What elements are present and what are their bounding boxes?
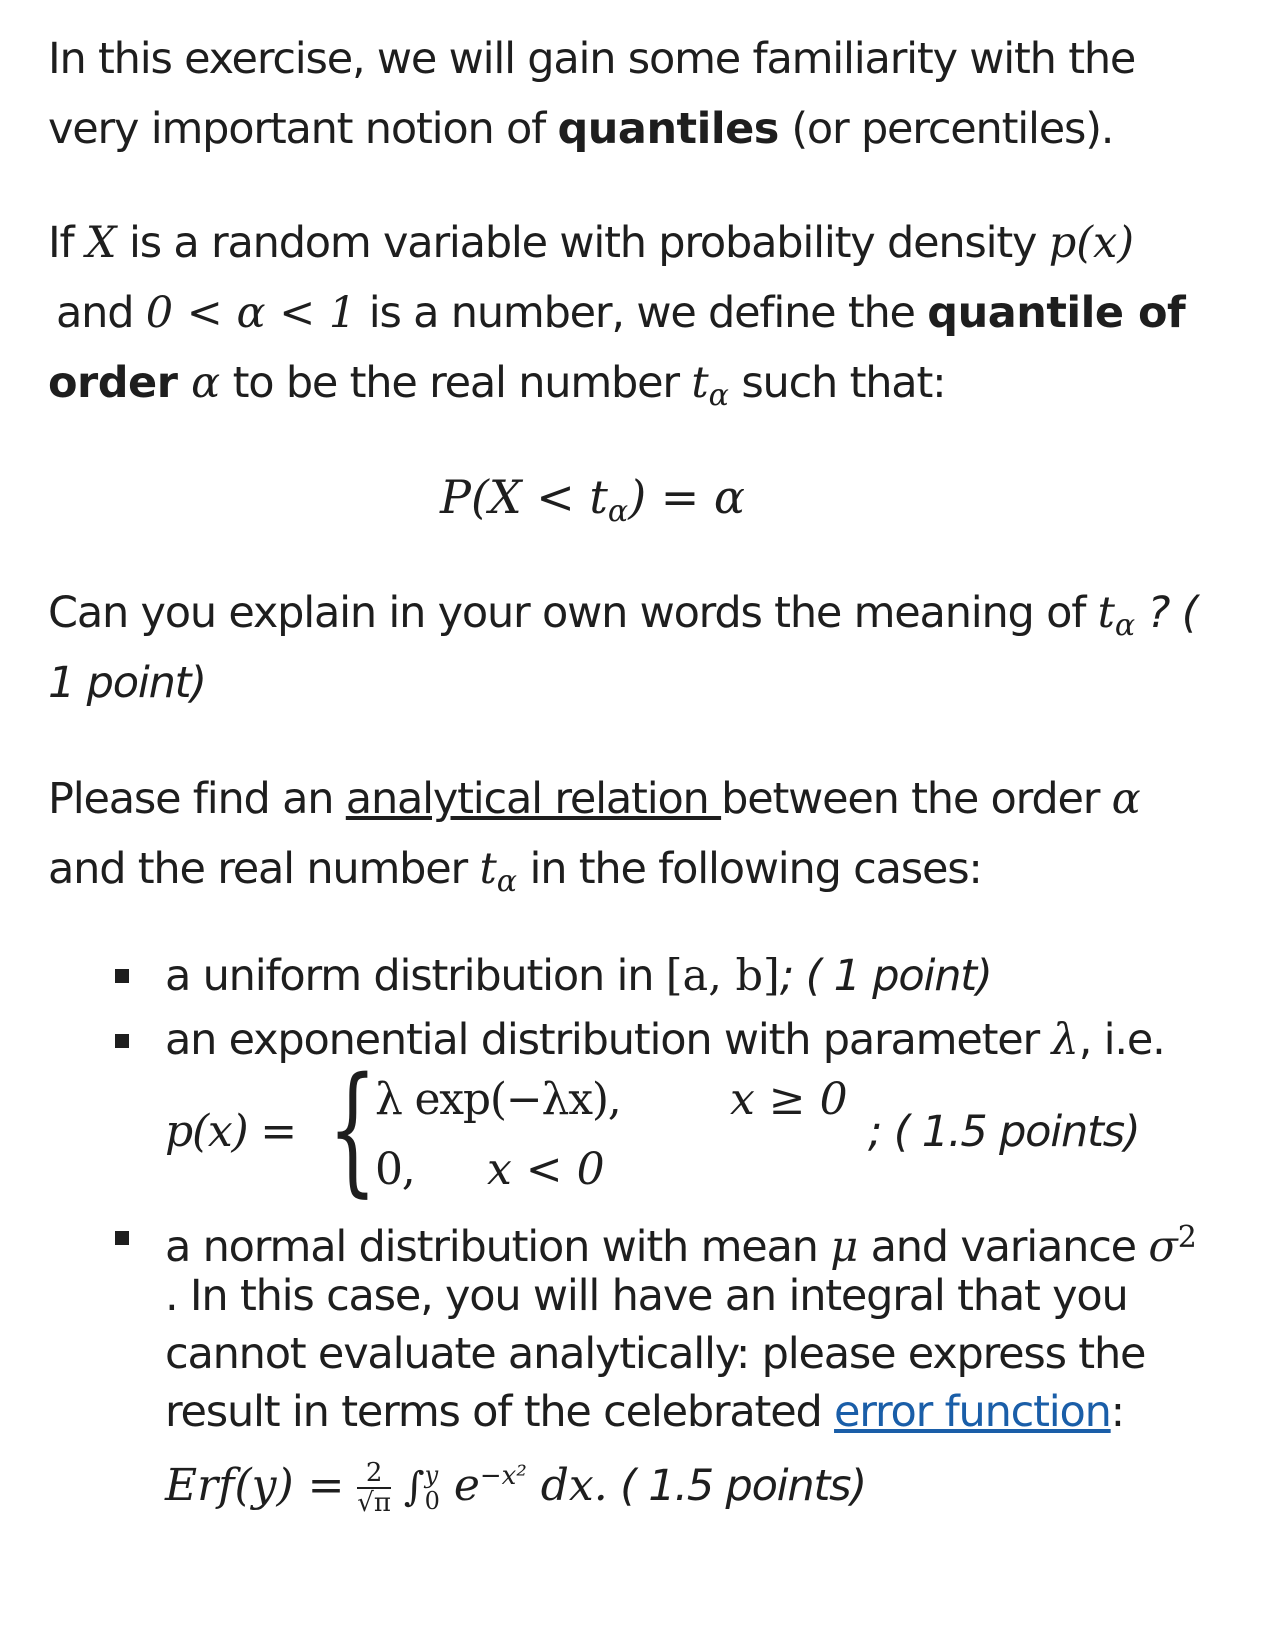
integral-limits: [425, 1462, 440, 1514]
fraction-denominator: √π: [357, 1488, 391, 1518]
alpha-subscript: α: [708, 378, 729, 413]
case-text: , i.e.: [1078, 1015, 1165, 1065]
variable-x: X: [85, 218, 117, 268]
exp-base: e: [439, 1460, 480, 1511]
erf-label: Erf(y) =: [165, 1460, 345, 1511]
piecewise-row-1: [375, 1070, 848, 1130]
task-text: between the order: [721, 774, 1112, 824]
case-exponential: [165, 1010, 1165, 1070]
density-label: p(x) =: [165, 1106, 296, 1157]
t-symbol: t: [691, 358, 709, 408]
case-normal-line-3: [165, 1324, 1145, 1384]
task-line-1: [48, 764, 1141, 834]
quantile-equation: [440, 462, 745, 547]
question-text: ? (: [1135, 588, 1198, 638]
alpha-symbol: α: [177, 358, 221, 408]
case-text: . In this case, you will have an integral that you: [165, 1271, 1128, 1321]
task-text: in the following cases:: [517, 844, 982, 894]
piecewise-expression: 0,: [375, 1144, 415, 1195]
task-line-2: [48, 834, 982, 917]
integral-lower-limit: 0: [424, 1487, 440, 1515]
alpha-subscript: α: [496, 864, 517, 899]
points-label: ( 1.5 points): [607, 1461, 866, 1511]
equation-subscript: α: [607, 494, 629, 529]
equation-rhs: ) = α: [628, 470, 745, 524]
question-line-1: [48, 578, 1197, 661]
alpha-range: 0 < α < 1: [145, 288, 357, 338]
points-label: ( 1.5 points): [893, 1107, 1140, 1157]
question-line-2: [48, 648, 206, 718]
task-text: Please find an: [48, 774, 346, 824]
piecewise-expression: λ exp(−λx),: [375, 1074, 621, 1125]
def-text: such that:: [728, 358, 946, 408]
error-function-link[interactable]: error function: [834, 1387, 1111, 1437]
case-text: and variance: [858, 1222, 1149, 1272]
exponent: 2: [1177, 1220, 1197, 1255]
def-text: to be the real number: [220, 358, 692, 408]
t-symbol: t: [1097, 588, 1115, 638]
def-text: is a number, we define the: [356, 288, 928, 338]
question-text: Can you explain in your own words the meaning of: [48, 588, 1098, 638]
analytical-relation-text: analytical relation: [345, 774, 722, 824]
separator: ;: [779, 951, 806, 1001]
order-term: order: [48, 358, 178, 408]
intro-text: very important notion of: [48, 104, 558, 154]
lambda-symbol: λ: [1051, 1015, 1079, 1065]
intro-line-2: [48, 94, 1113, 164]
case-text: an exponential distribution with parameter: [165, 1015, 1052, 1065]
def-text: and: [56, 288, 146, 338]
differential: dx.: [526, 1460, 608, 1511]
integral-sign: ∫: [403, 1464, 425, 1510]
points-label: ( 1 point): [805, 951, 992, 1001]
definition-line-2: [56, 278, 1185, 348]
quantile-term: quantile of: [927, 288, 1186, 338]
exp-exponent: −x²: [479, 1461, 527, 1491]
mu-symbol: μ: [830, 1222, 859, 1272]
piecewise-row-2: [375, 1140, 605, 1200]
task-text: and the real number: [48, 844, 480, 894]
intro-text: (or percentiles).: [778, 104, 1114, 154]
list-bullet: [115, 1034, 129, 1048]
exponential-px: [165, 1102, 296, 1162]
integral-upper-limit: y: [424, 1461, 439, 1489]
definition-line-3: [48, 348, 945, 431]
exponential-points: [868, 1102, 1140, 1162]
sigma-symbol: σ: [1148, 1222, 1178, 1272]
piecewise-condition: x ≥ 0: [730, 1074, 848, 1125]
intro-line-1: [48, 24, 1135, 94]
interval-ab: [a, b]: [665, 951, 780, 1001]
def-text: If: [48, 218, 86, 268]
alpha-symbol: α: [1111, 774, 1141, 824]
fraction-numerator: 2: [357, 1459, 391, 1489]
density-px: p(x): [1048, 218, 1135, 268]
case-normal-line-4: [165, 1382, 1124, 1442]
alpha-subscript: α: [1114, 608, 1136, 643]
fraction: [357, 1459, 391, 1517]
points-label: 1 point): [48, 658, 206, 708]
case-text: result in terms of the celebrated: [165, 1387, 835, 1437]
piecewise-brace: {: [328, 1048, 377, 1211]
case-text: a uniform distribution in: [165, 951, 666, 1001]
definition-line-1: [48, 208, 1134, 278]
separator: ;: [868, 1107, 894, 1157]
equation-lhs: P(X < t: [440, 470, 608, 524]
quantiles-term: quantiles: [557, 104, 779, 154]
erf-formula: [165, 1446, 866, 1517]
case-uniform: [165, 946, 992, 1006]
t-symbol: t: [479, 844, 497, 894]
list-bullet: [115, 1231, 129, 1245]
case-normal-line-2: [165, 1266, 1128, 1326]
piecewise-condition: x < 0: [487, 1144, 605, 1195]
case-text: :: [1110, 1387, 1124, 1437]
intro-text: In this exercise, we will gain some familiarity with the: [48, 34, 1136, 84]
list-bullet: [115, 969, 129, 983]
case-text: a normal distribution with mean: [165, 1222, 831, 1272]
def-text: is a random variable with probability density: [116, 218, 1049, 268]
case-text: cannot evaluate analytically: please express the: [165, 1329, 1146, 1379]
